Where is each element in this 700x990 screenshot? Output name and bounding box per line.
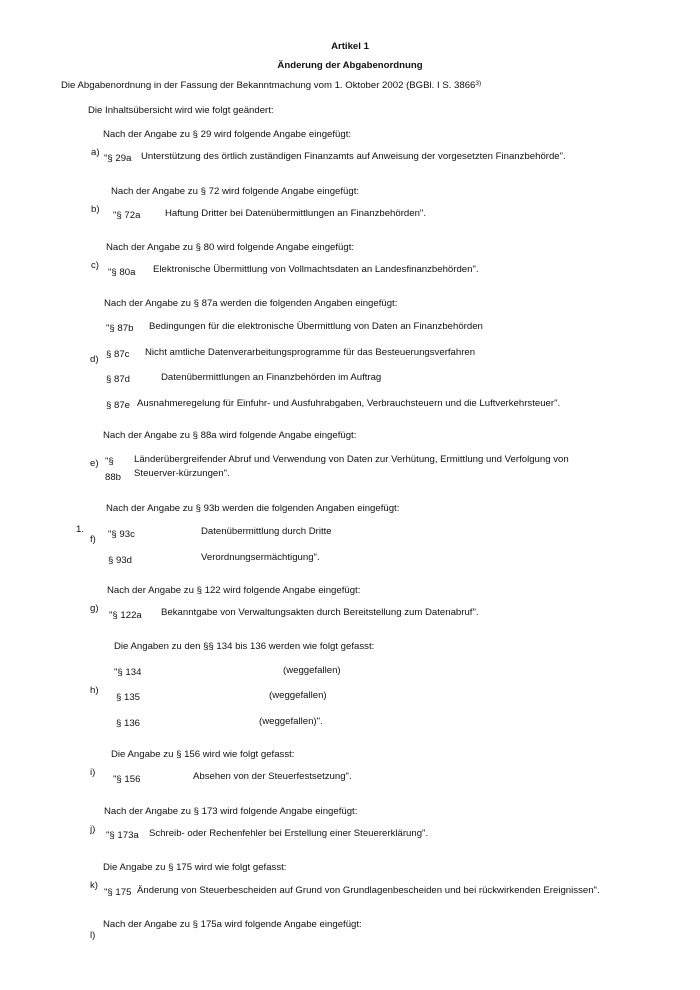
item-letter-b: b)	[91, 204, 100, 215]
item-letter-i: i)	[90, 767, 96, 778]
instruction-e: Nach der Angabe zu § 88a wird folgende Angabe eingefügt:	[103, 430, 357, 441]
section-87d: § 87d	[106, 374, 131, 385]
section-135: § 135	[116, 692, 141, 703]
instruction-h: Die Angaben zu den §§ 134 bis 136 werden wie folgt gefasst:	[114, 641, 375, 652]
title-173a: Schreib- oder Rechenfehler bei Erstellung einer Steuererklärung".	[149, 828, 429, 839]
title-87c: Nicht amtliche Datenverarbeitungsprogramme für das Besteuerungsverfahren	[145, 347, 476, 358]
instruction-k: Die Angabe zu § 175 wird wie folgt gefasst:	[103, 862, 287, 873]
toc-line: Die Inhaltsübersicht wird wie folgt geändert:	[88, 105, 274, 116]
section-93c: "§ 93c	[108, 529, 135, 540]
instruction-d: Nach der Angabe zu § 87a werden die folgenden Angaben eingefügt:	[104, 298, 398, 309]
article-subheading: Änderung der Abgabenordnung	[277, 60, 423, 71]
section-175: "§ 175	[104, 887, 132, 898]
item-letter-k: k)	[90, 880, 98, 891]
section-29a: "§ 29a	[104, 153, 132, 164]
title-136: (weggefallen)".	[259, 716, 323, 727]
title-80a: Elektronische Übermittlung von Vollmachtsdaten an Landesfinanzbehörden".	[153, 264, 479, 275]
item-letter-a: a)	[91, 147, 100, 158]
item-letter-d: d)	[90, 354, 99, 365]
title-88b: Länderübergreifender Abruf und Verwendung von Daten zur Verhütung, Ermittlung und Verfolgung von Steuerver-kürzungen".	[134, 454, 569, 479]
instruction-a: Nach der Angabe zu § 29 wird folgende Angabe eingefügt:	[103, 129, 352, 140]
item-letter-f: f)	[90, 534, 96, 545]
section-87b: "§ 87b	[106, 323, 134, 334]
title-175: Änderung von Steuerbescheiden auf Grund von Grundlagenbescheiden und bei rückwirkenden Ereignissen".	[137, 885, 600, 896]
title-29a: Unterstützung des örtlich zuständigen Finanzamts auf Anweisung der vorgesetzten Finanzbehörde".	[141, 151, 566, 162]
instruction-c: Nach der Angabe zu § 80 wird folgende Angabe eingefügt:	[106, 242, 355, 253]
section-87c: § 87c	[106, 349, 130, 360]
title-72a: Haftung Dritter bei Datenübermittlungen an Finanzbehörden".	[165, 208, 426, 219]
title-87b: Bedingungen für die elektronische Übermittlung von Daten an Finanzbehörden	[149, 321, 483, 332]
instruction-g: Nach der Angabe zu § 122 wird folgende Angabe eingefügt:	[107, 585, 361, 596]
section-80a: "§ 80a	[108, 267, 136, 278]
title-134: (weggefallen)	[283, 665, 341, 676]
item-letter-e: e)	[90, 458, 99, 469]
title-93d: Verordnungsermächtigung".	[201, 552, 320, 563]
item-letter-j: j)	[90, 824, 96, 835]
section-134: "§ 134	[114, 667, 142, 678]
item-letter-g: g)	[90, 603, 99, 614]
instruction-f: Nach der Angabe zu § 93b werden die folgenden Angaben eingefügt:	[106, 503, 400, 514]
item-letter-c: c)	[91, 260, 99, 271]
article-number: 1.	[76, 524, 85, 535]
section-72a: "§ 72a	[113, 210, 141, 221]
footnote-mark: 3)	[475, 80, 482, 87]
item-letter-h: h)	[90, 685, 99, 696]
section-87e: § 87e	[106, 400, 131, 411]
title-122a: Bekanntgabe von Verwaltungsakten durch Bereitstellung zum Datenabruf".	[161, 607, 479, 618]
instruction-b: Nach der Angabe zu § 72 wird folgende Angabe eingefügt:	[111, 186, 360, 197]
title-87e: Ausnahmeregelung für Einfuhr- und Ausfuhrabgaben, Verbrauchsteuern und die Luftverkehrsteuer".	[137, 398, 561, 409]
item-letter-l: l)	[90, 930, 96, 941]
section-88b-part1: "§	[105, 456, 114, 467]
intro-text: Die Abgabenordnung in der Fassung der Bekanntmachung vom 1. Oktober 2002 (BGBl. I S. 3866	[61, 80, 476, 91]
instruction-l: Nach der Angabe zu § 175a wird folgende Angabe eingefügt:	[103, 919, 362, 930]
title-135: (weggefallen)	[269, 690, 327, 701]
section-156: "§ 156	[113, 774, 141, 785]
instruction-i: Die Angabe zu § 156 wird wie folgt gefasst:	[111, 749, 295, 760]
title-93c: Datenübermittlung durch Dritte	[201, 526, 332, 537]
article-heading: Artikel 1	[331, 41, 369, 52]
section-122a: "§ 122a	[109, 610, 142, 621]
section-93d: § 93d	[108, 555, 133, 566]
title-156: Absehen von der Steuerfestsetzung".	[193, 771, 352, 782]
instruction-j: Nach der Angabe zu § 173 wird folgende Angabe eingefügt:	[104, 806, 358, 817]
section-173a: "§ 173a	[106, 830, 139, 841]
section-88b-part2: 88b	[105, 472, 122, 483]
section-136: § 136	[116, 718, 141, 729]
title-87d: Datenübermittlungen an Finanzbehörden im Auftrag	[161, 372, 382, 383]
article-intro	[61, 81, 481, 91]
